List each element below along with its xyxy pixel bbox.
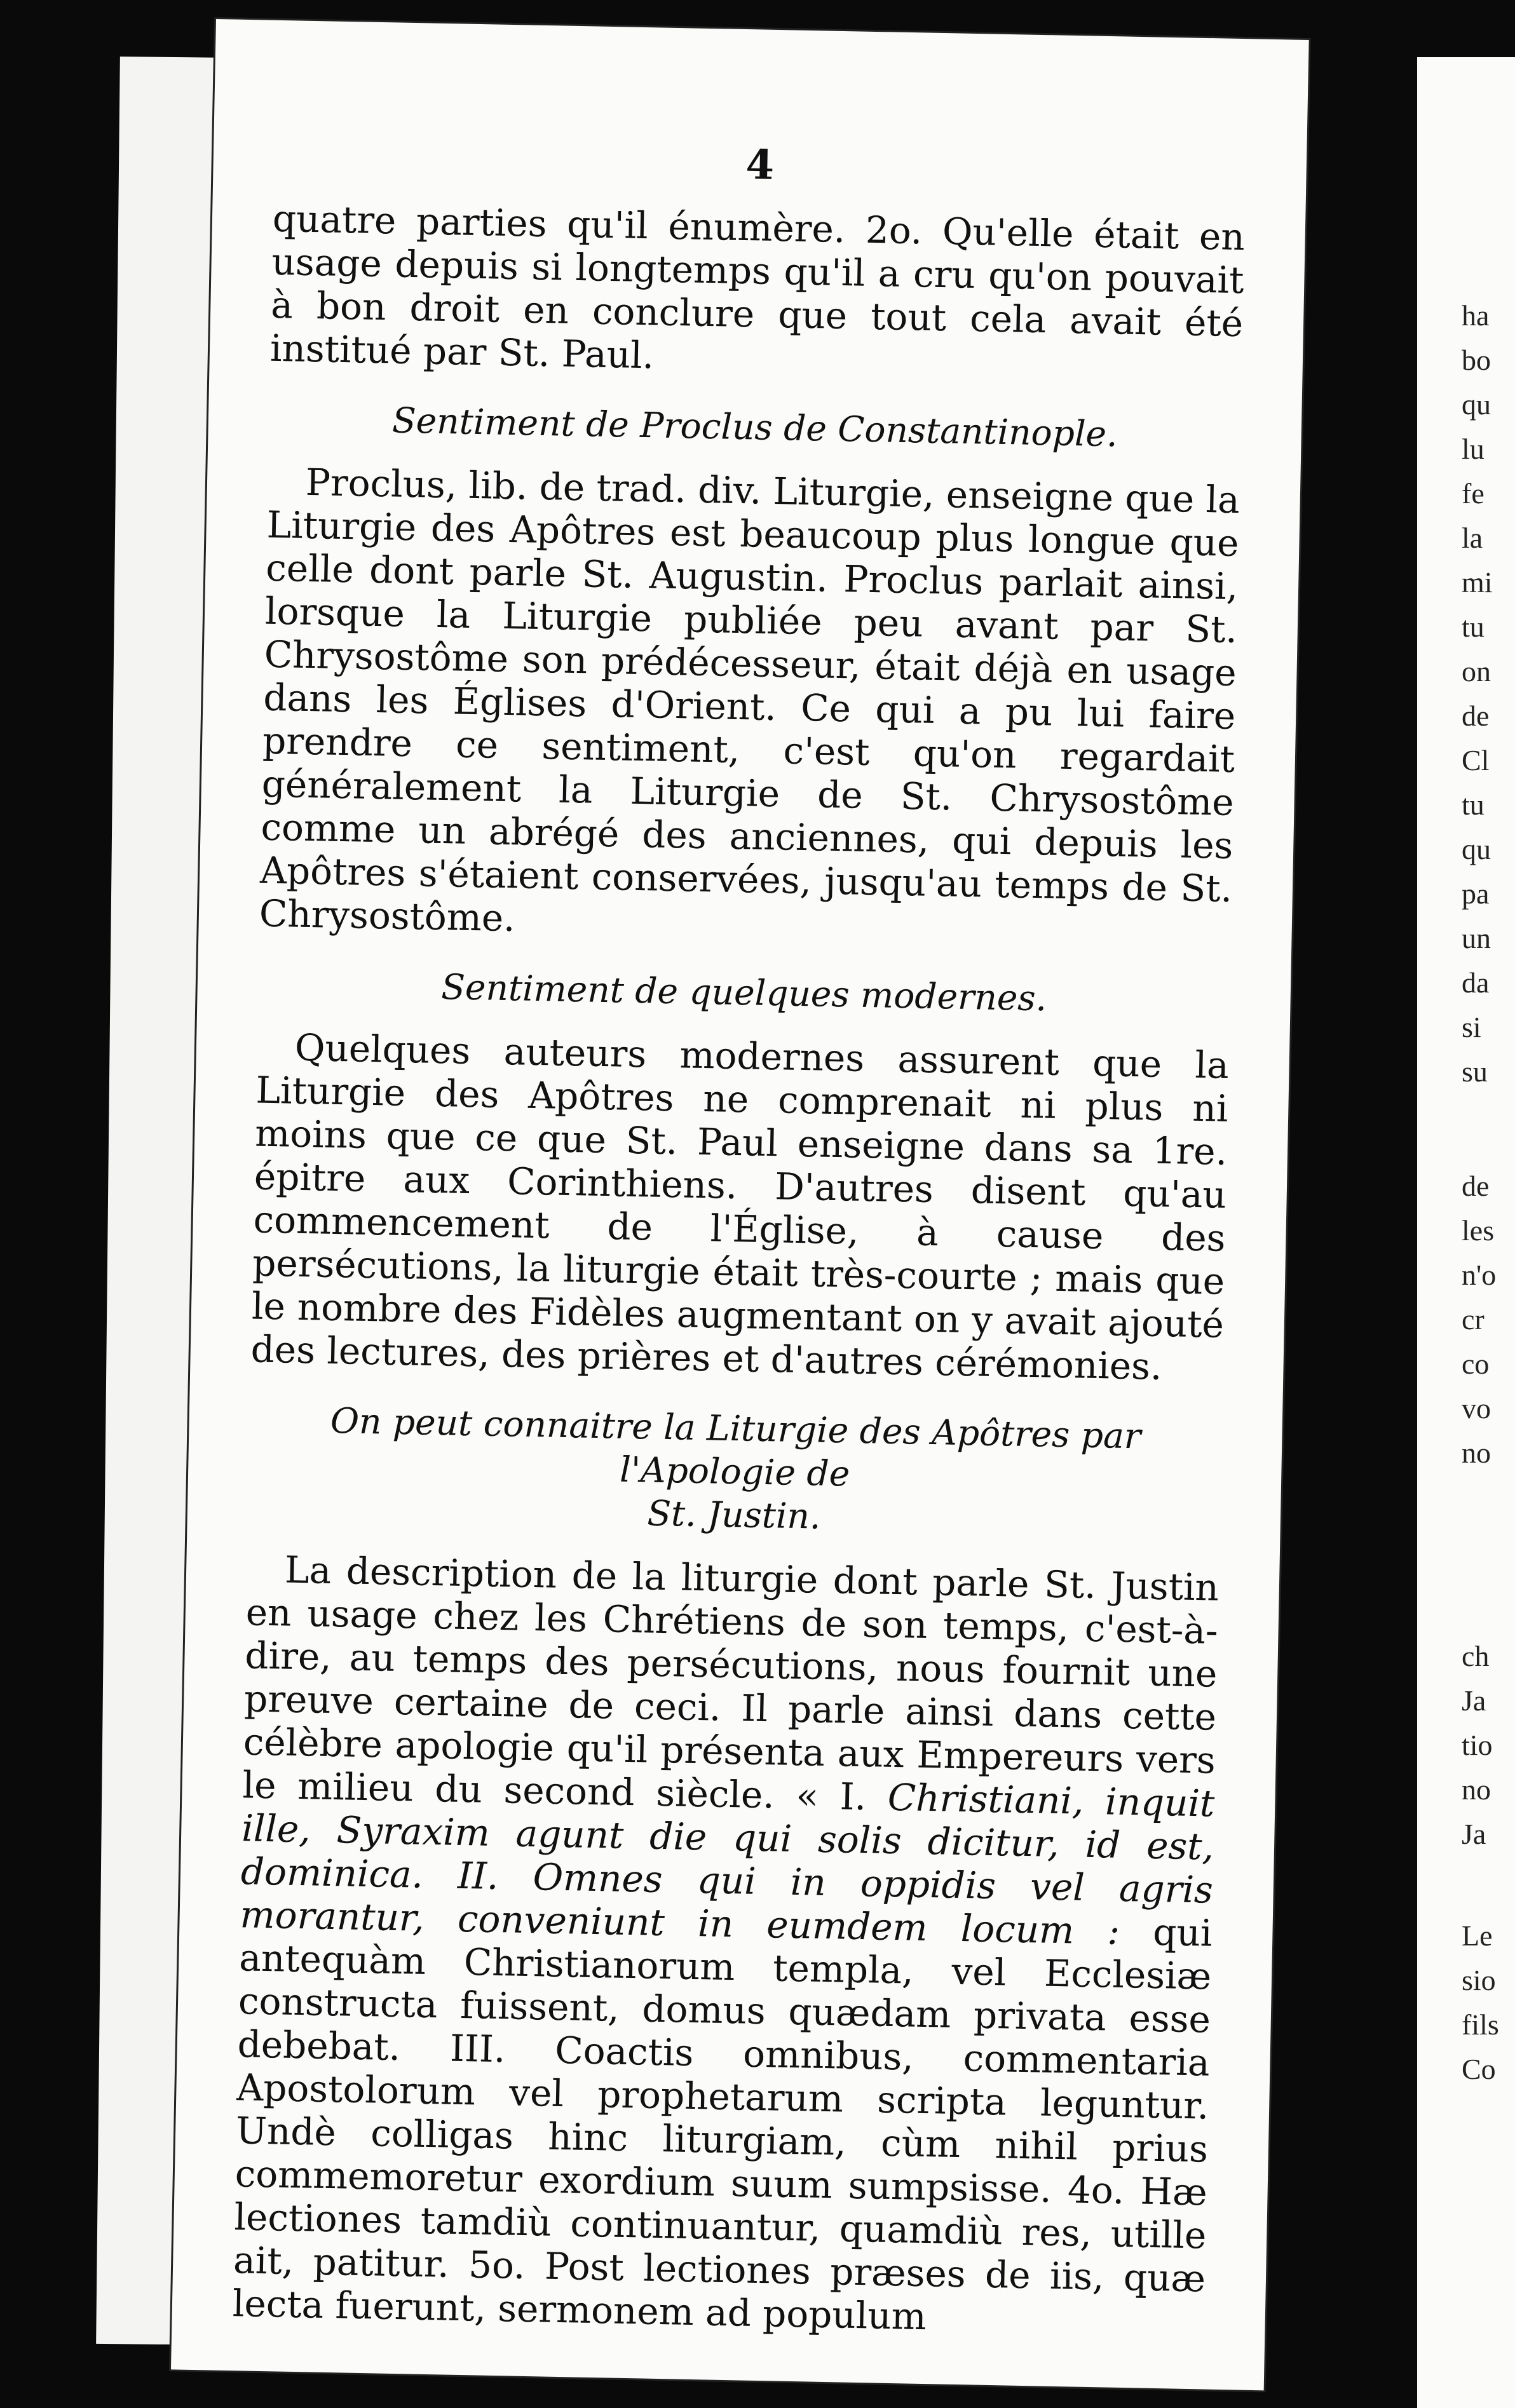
facing-page-fragment: de: [1462, 700, 1490, 732]
facing-page-fragment: cr: [1462, 1303, 1484, 1336]
facing-page-fragment: qu: [1462, 388, 1491, 421]
facing-page-fragment: Ja: [1462, 1684, 1486, 1717]
justin-text-part1: La description de la liturgie dont parle St. Justin en usage chez les Chrétiens de son temps, c'est-à-dire, au temps des persécutions, nous fournit une preuve certaine de ceci. Il parle ainsi dans cette célèbre apologie qu'il présenta aux Empereurs vers le milieu du second siècle. « I.: [241, 1548, 1219, 1819]
justin-latin-quote: Christiani, inquit ille, Syraxim agunt die qui solis dicitur, id est, dominica. II. Omnes qui in oppidis vel agris morantur, conveniunt in eumdem locum :: [240, 1775, 1216, 1953]
facing-page-fragment: on: [1462, 655, 1491, 687]
paragraph-justin: [232, 1547, 1219, 2343]
facing-page-fragment: tu: [1462, 788, 1484, 821]
facing-page-fragment: Le: [1462, 1919, 1493, 1952]
facing-page-fragment: mi: [1462, 566, 1493, 599]
facing-page-fragment: no: [1462, 1437, 1491, 1469]
facing-page-fragment: ha: [1462, 299, 1490, 332]
facing-page-fragment: fe: [1462, 477, 1484, 510]
heading-modernes: Sentiment de quelques modernes.: [440, 966, 1047, 1019]
facing-page-fragment: su: [1462, 1055, 1488, 1088]
facing-page-fragment: un: [1462, 922, 1491, 954]
paragraph-proclus: Proclus, lib. de trad. div. Liturgie, enseigne que la Liturgie des Apôtres est beaucoup plus longue que celle dont parle St. Augustin. Proclus parlait ainsi, lorsque la Liturgie publiée peu avant par St. Chrysostôme son prédécesseur, était déjà en usage dans les Églises d'Orient. Ce qui a pu lui faire prendre ce sentiment, c'est qu'on regardait généralement la Liturgie de St. Chrysostôme comme un abrégé des anciennes, qui depuis les Apôtres s'étaient conservées, jusqu'au temps de St. Chrysostôme.: [259, 460, 1240, 940]
heading-justin-line1: On peut connaitre la Liturgie des Apôtres par l'Apologie de: [330, 1400, 1141, 1494]
facing-page-fragment: la: [1462, 522, 1483, 554]
paragraph-modernes: Quelques auteurs modernes assurent que la Liturgie des Apôtres ne comprenait ni plus ni moins que ce que St. Paul enseigne dans sa 1re. épitre aux Corinthiens. D'autres disent qu'au commencement de l'Église, à cause des persécutions, la liturgie était très-courte ; mais que le nombre des Fidèles augmentant on y avait ajouté des lectures, des prières et d'autres cérémonies.: [250, 1025, 1230, 1388]
facing-page-fragment: pa: [1462, 877, 1490, 910]
facing-page-fragment: les: [1462, 1214, 1495, 1247]
paragraph-intro: quatre parties qu'il énumère. 2o. Qu'elle était en usage depuis si longtemps qu'il a cru qu'on pouvait à bon droit en conclure que tout cela avait été institué par St. Paul.: [269, 196, 1246, 377]
facing-page-fragment: Cl: [1462, 744, 1490, 776]
facing-page-fragment: bo: [1462, 344, 1491, 376]
book-page: [171, 19, 1309, 2390]
facing-page-fragment: n'o: [1462, 1259, 1497, 1291]
facing-page-fragment: de: [1462, 1170, 1490, 1202]
facing-page-fragment: Ja: [1462, 1818, 1486, 1850]
heading-justin: [247, 1397, 1222, 1545]
facing-page-fragment: qu: [1462, 833, 1491, 865]
justin-text-part2: qui antequàm Christianorum templa, vel Ecclesiæ constructa fuissent, domus quædam privata esse debebat. III. Coactis omnibus, commentaria Apostolorum vel prophetarum scripta leguntur. Undè colligas hinc liturgiam, cùm nihil prius commemoretur exordium suum sumpsisse. 4o. Hæ lectiones tamdiù continuantur, quamdiù res, utille ait, patitur. 5o. Post lectiones præses de iis, quæ lecta fuerunt, sermonem ad populum: [232, 1909, 1213, 2339]
facing-page-fragment: lu: [1462, 433, 1484, 465]
page-content: [232, 135, 1246, 2344]
facing-page-fragment: si: [1462, 1011, 1481, 1043]
facing-page-fragment: vo: [1462, 1392, 1491, 1424]
facing-page-fragment: co: [1462, 1348, 1490, 1380]
facing-page-fragment: ch: [1462, 1640, 1490, 1672]
page-number: 4: [745, 141, 775, 189]
heading-proclus: Sentiment de Proclus de Constantinople.: [391, 400, 1118, 455]
facing-page-fragment: da: [1462, 966, 1490, 999]
facing-page-fragment: no: [1462, 1773, 1491, 1806]
facing-page-fragment: sio: [1462, 1964, 1496, 1996]
facing-page-fragment: Co: [1462, 2053, 1496, 2085]
heading-justin-line2: St. Justin.: [646, 1492, 822, 1537]
facing-page-fragment: tio: [1462, 1729, 1493, 1761]
facing-page-fragment: tu: [1462, 611, 1484, 643]
facing-page-fragment: fils: [1462, 2008, 1499, 2041]
